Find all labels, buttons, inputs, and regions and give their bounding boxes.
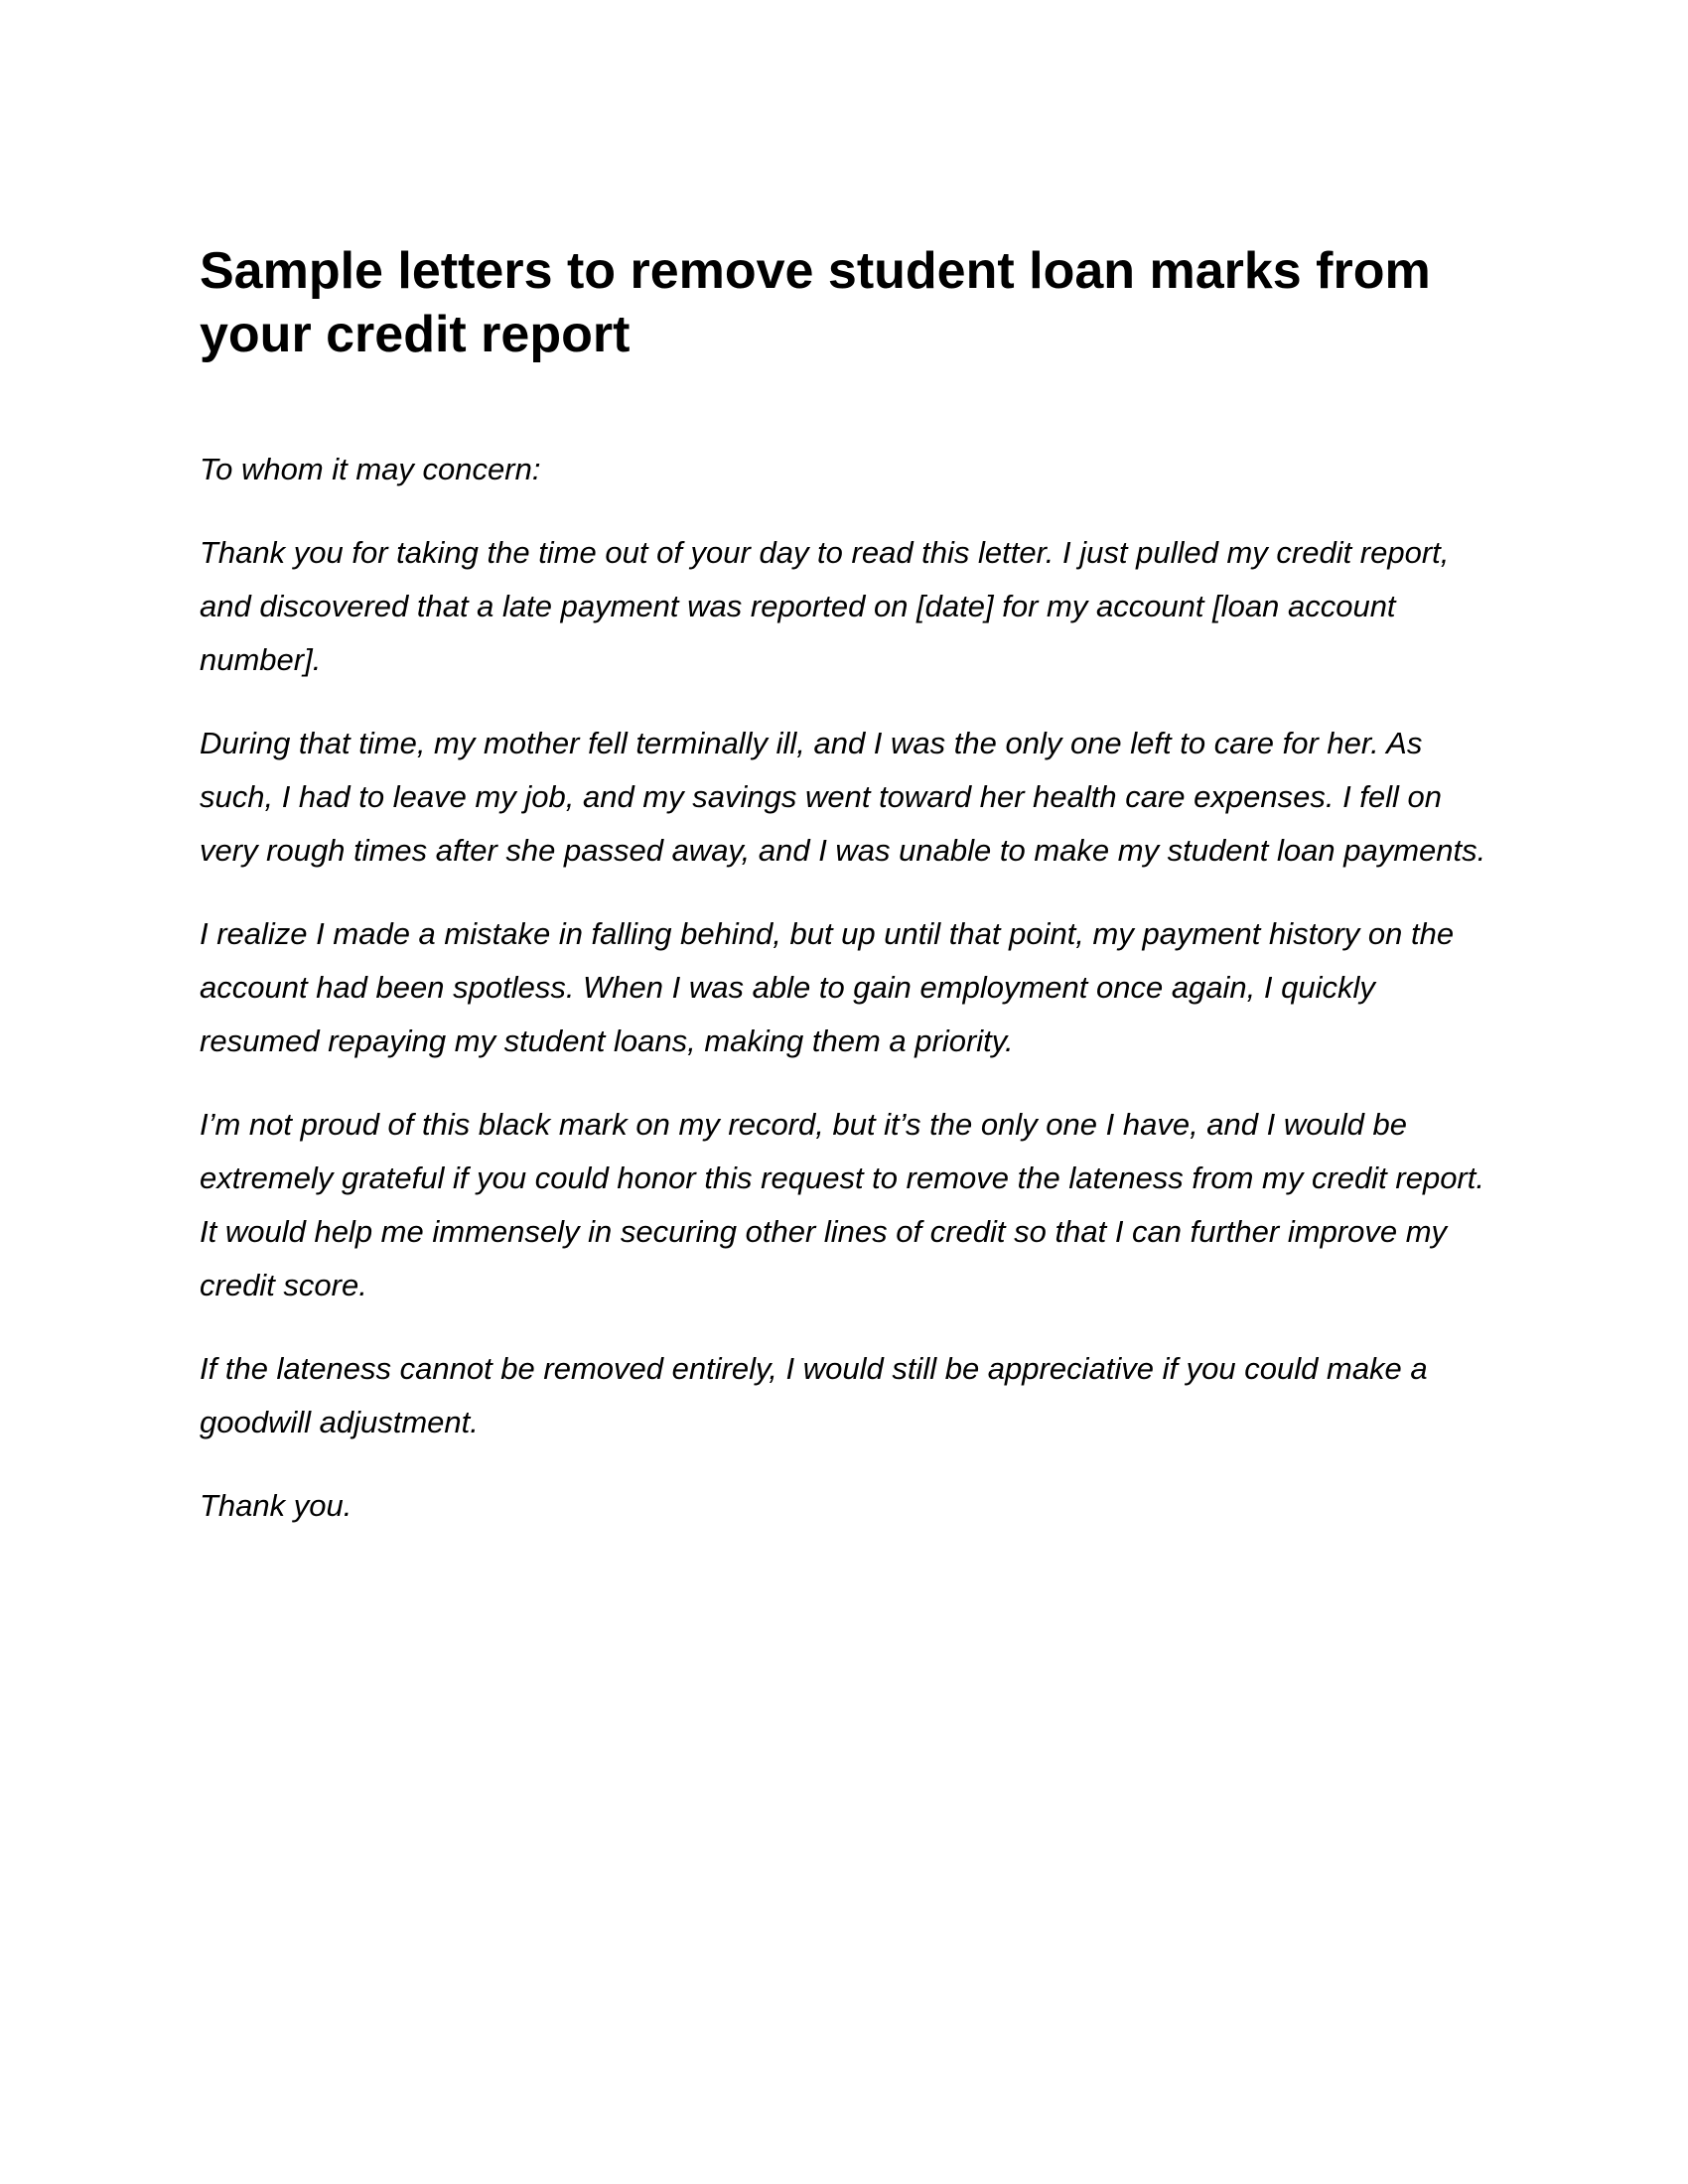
document-title: Sample letters to remove student loan marks from your credit report	[200, 242, 1431, 363]
letter-paragraph-1: Thank you for taking the time out of your day to read this letter. I just pulled my credit report, and discovered that a late payment was reported on [date] for my account [loan account number].	[200, 535, 1450, 677]
letter-paragraph-3: I realize I made a mistake in falling behind, but up until that point, my payment history on the account had been spotless. When I was able to gain employment once again, I quickly resumed repaying my student loans, making them a priority.	[200, 916, 1455, 1058]
letter-paragraph-4: I’m not proud of this black mark on my record, but it’s the only one I have, and I would be extremely grateful if you could honor this request to remove the lateness from my credit report. It would help me immensely in securing other lines of credit so that I can further improve my credit score.	[200, 1107, 1484, 1302]
letter-closing: Thank you.	[200, 1488, 352, 1523]
document-content	[200, 239, 1500, 1563]
letter-salutation: To whom it may concern:	[200, 452, 541, 486]
letter-paragraph-2: During that time, my mother fell terminally ill, and I was the only one left to care for her. As such, I had to leave my job, and my savings went toward her health care expenses. I fell on very rough times after she passed away, and I was unable to make my student loan payments.	[200, 726, 1486, 868]
letter-paragraph-5: If the lateness cannot be removed entirely, I would still be appreciative if you could make a goodwill adjustment.	[200, 1351, 1428, 1439]
letter-body	[200, 443, 1500, 1533]
